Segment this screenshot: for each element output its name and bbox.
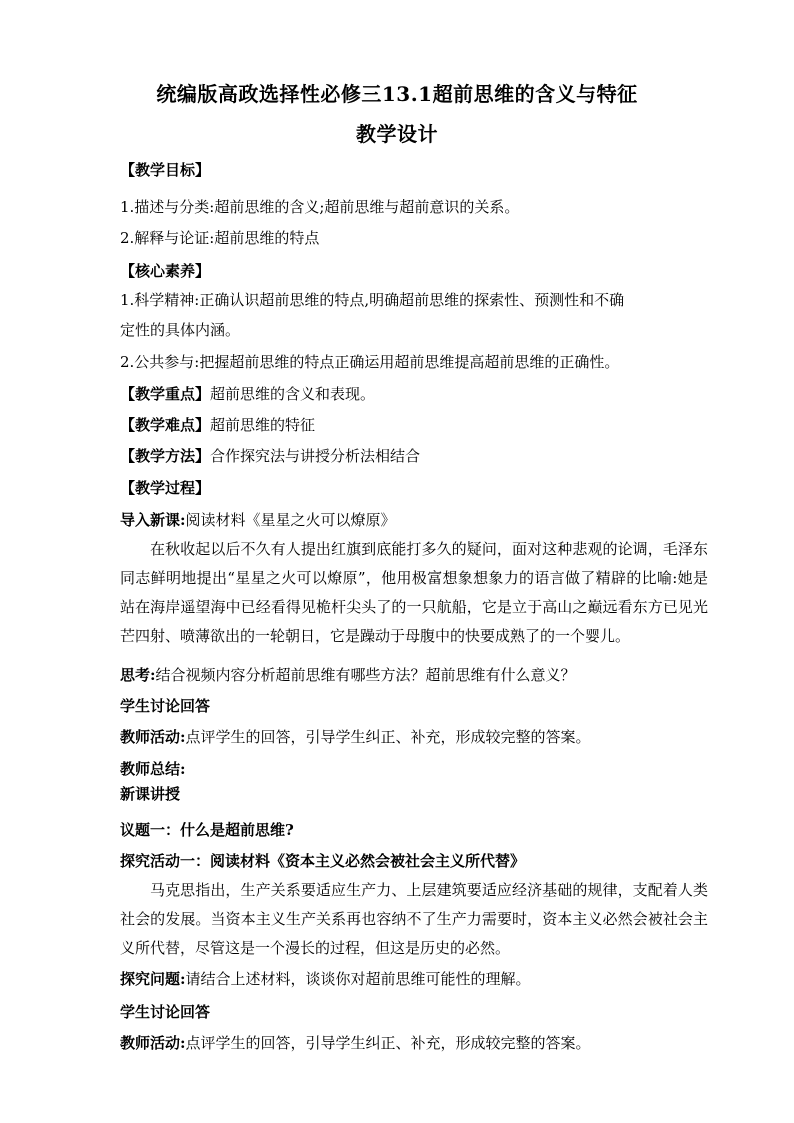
- method-label: 【教学方法】: [120, 447, 211, 465]
- method-row: [120, 446, 680, 466]
- student-discussion-1: 学生讨论回答: [120, 697, 211, 715]
- document-subtitle: 教学设计: [356, 122, 438, 146]
- objective-item-2: 2.解释与论证:超前思维的特点: [120, 229, 320, 247]
- teacher-activity-1: [120, 727, 680, 747]
- key-point-row: [120, 384, 680, 404]
- topic-1-heading: 议题一：什么是超前思维?: [120, 821, 294, 839]
- teacher-activity-2-label: 教师活动:: [120, 1034, 186, 1052]
- explore-question-text: 请结合上述材料，谈谈你对超前思维可能性的理解。: [185, 970, 531, 988]
- intro-paragraph: 在秋收起以后不久有人提出红旗到底能打多久的疑问，面对这种悲观的论调，毛泽东同志鲜明地提出“星星之火可以燎原”，他用极富想象想象力的语言做了精辟的比喻:她是站在海岸遥望海中已经看得见桅杆尖头了的一只航船，它是立于高山之巅远看东方已见光芒四射、喷薄欲出的一轮朝日，它是躁动于母腹中的快要成熟了的一个婴儿。: [120, 540, 708, 645]
- key-point-text: 超前思维的含义和表现。: [210, 385, 376, 403]
- intro-row: [120, 510, 680, 530]
- explore-question-label: 探究问题:: [120, 970, 186, 988]
- objectives-heading: 【教学目标】: [120, 161, 211, 179]
- teacher-summary: 教师总结:: [120, 760, 186, 778]
- document-title: 统编版高政选择性必修三13.1超前思维的含义与特征: [156, 82, 638, 106]
- method-text: 合作探究法与讲授分析法相结合: [210, 447, 421, 465]
- difficulty-label: 【教学难点】: [120, 416, 211, 434]
- process-heading: 【教学过程】: [120, 479, 211, 497]
- literacy-item-1b: 定性的具体内涵。: [120, 321, 241, 339]
- literacy-item-1a: 1.科学精神:正确认识超前思维的特点,明确超前思维的探索性、预测性和不确: [120, 291, 625, 309]
- objective-item-1: 1.描述与分类:超前思维的含义;超前思维与超前意识的关系。: [120, 198, 520, 216]
- student-discussion-2: 学生讨论回答: [120, 1003, 211, 1021]
- intro-text: 阅读材料《星星之火可以燎原》: [185, 511, 396, 529]
- teacher-activity-2: [120, 1033, 680, 1053]
- literacy-item-2: 2.公共参与:把握超前思维的特点正确运用超前思维提高超前思维的正确性。: [120, 353, 620, 371]
- teacher-activity-2-text: 点评学生的回答，引导学生纠正、补充，形成较完整的答案。: [185, 1034, 591, 1052]
- literacy-heading: 【核心素养】: [120, 262, 211, 280]
- think-row: [120, 665, 680, 685]
- teacher-activity-1-text: 点评学生的回答，引导学生纠正、补充，形成较完整的答案。: [185, 728, 591, 746]
- teacher-activity-1-label: 教师活动:: [120, 728, 186, 746]
- think-label: 思考:: [120, 666, 156, 684]
- key-point-label: 【教学重点】: [120, 385, 211, 403]
- new-lesson-heading: 新课讲授: [120, 785, 181, 803]
- difficulty-text: 超前思维的特征: [210, 416, 316, 434]
- think-text: 结合视频内容分析超前思维有哪些方法？超前思维有什么意义？: [155, 666, 576, 684]
- difficulty-row: [120, 415, 680, 435]
- explore-activity-1: 探究活动一：阅读材料《资本主义必然会被社会主义所代替》: [120, 852, 526, 870]
- intro-label: 导入新课:: [120, 511, 186, 529]
- explore-question-row: [120, 969, 680, 989]
- explore-paragraph: 马克思指出，生产关系要适应生产力、上层建筑要适应经济基础的规律，支配着人类社会的发展。当资本主义生产关系再也容纳不了生产力需要时，资本主义必然会被社会主义所代替，尽管这是一个漫长的过程，但这是历史的必然。: [120, 881, 708, 957]
